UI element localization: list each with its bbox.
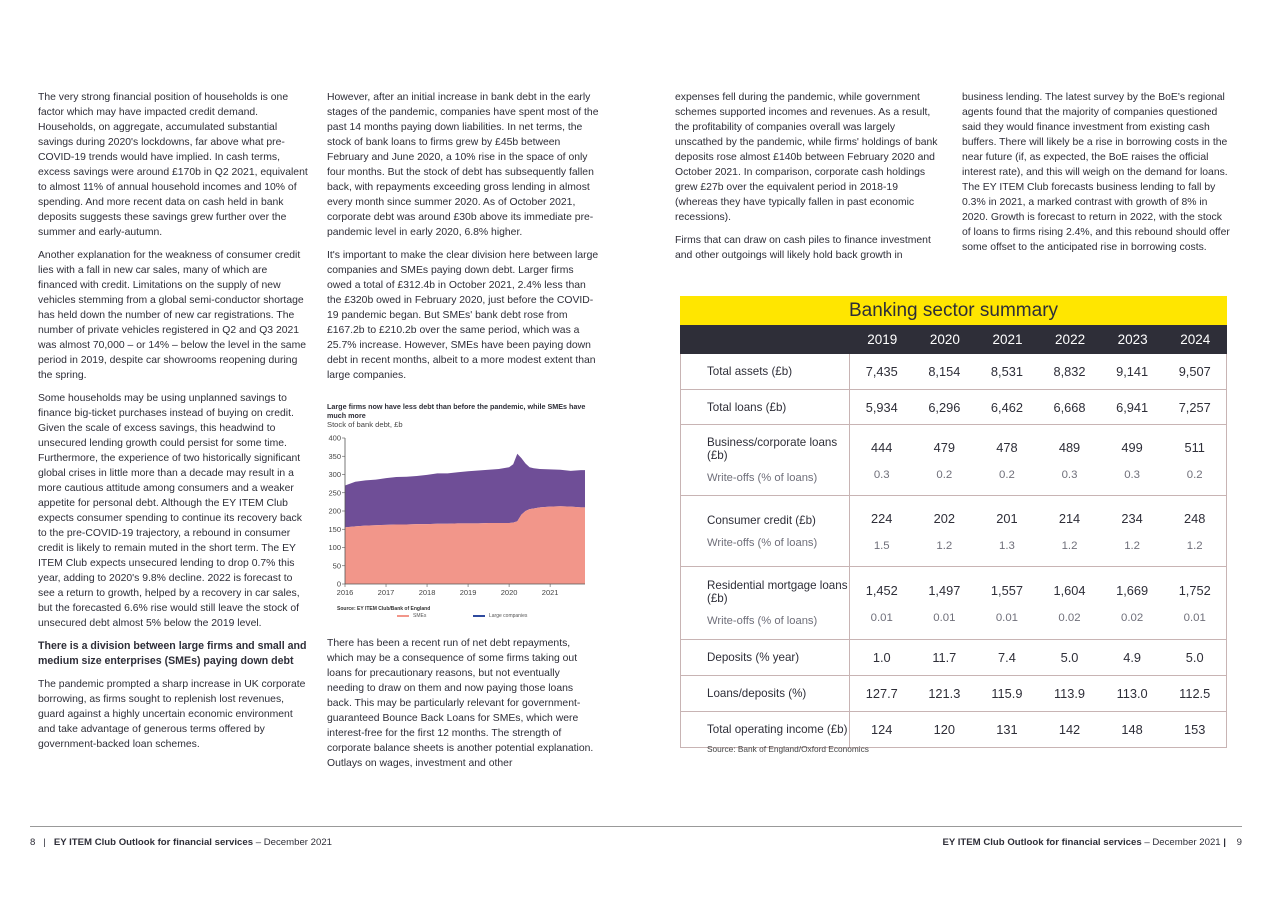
value-line [850, 400, 1226, 415]
row-values [850, 496, 1226, 566]
footer-separator: | [43, 837, 46, 848]
legend-swatch [397, 615, 409, 617]
table-cell: 112.5 [1179, 686, 1211, 701]
chart-title: Large firms now have less debt than before the pandemic, while SMEs have much more [327, 402, 586, 420]
table-body [680, 354, 1227, 748]
table-cell-writeoff: 1.2 [1061, 539, 1078, 552]
table-cell-writeoff: 1.3 [999, 539, 1015, 552]
section-heading: There is a division between large firms and small and medium size enterprises (SMEs) paying down debt [38, 640, 307, 667]
table-cell: 444 [871, 439, 893, 455]
legend-item-smes [397, 613, 426, 619]
paragraph: However, after an initial increase in bank debt in the early stages of the pandemic, companies have spent most of the past 14 months paying down liabilities. In net terms, the stock of bank loans to firms grew by £45b between February and June 2020, a 10% rise in the space of only four months. But the stock of debt has subsequently fallen back, with repayments exceeding gross lending in almost every month since summer 2020. As of October 2021, corporate debt was around £30b above its immediate pre-pandemic level in early 2020, 6.8% higher. [327, 92, 599, 238]
row-label: Deposits (% year) [707, 651, 800, 664]
table-source: Source: Bank of England/Oxford Economics [707, 744, 869, 754]
table-cell: 115.9 [991, 686, 1023, 701]
row-label-cell [681, 676, 850, 711]
text-column-3 [675, 90, 943, 271]
banking-summary-table [680, 296, 1227, 748]
table-cell: 4.9 [1123, 650, 1141, 665]
table-title: Banking sector summary [680, 296, 1227, 325]
year-header: 2023 [1117, 332, 1148, 347]
table-cell: 127.7 [865, 686, 898, 701]
table-cell: 6,668 [1053, 399, 1086, 415]
value-line [850, 686, 1226, 701]
table-cell: 234 [1121, 510, 1143, 526]
table-cell: 11.7 [932, 650, 957, 665]
table-cell: 248 [1184, 510, 1206, 526]
publication-date: – December 2021 [253, 837, 332, 848]
table-cell-writeoff: 0.01 [1183, 611, 1206, 624]
row-label-cell [681, 712, 850, 747]
footer-separator: | [1223, 837, 1226, 848]
row-label: Business/corporate loans (£b) [707, 436, 838, 462]
table-cell: 1,452 [865, 582, 898, 598]
table-cell: 201 [996, 510, 1018, 526]
footer-divider [30, 826, 1242, 827]
table-cell: 214 [1058, 510, 1081, 526]
page-number: 9 [1236, 837, 1242, 848]
table-cell-writeoff: 0.01 [995, 611, 1018, 624]
value-line [850, 583, 1226, 598]
table-cell-writeoff: 1.2 [936, 539, 953, 552]
row-label-cell [681, 567, 850, 639]
table-cell: 5.0 [1060, 650, 1079, 665]
row-label: Residential mortgage loans (£b) [707, 579, 848, 605]
row-values [850, 712, 1226, 747]
table-cell: 8,832 [1053, 364, 1086, 379]
value-line [850, 511, 1226, 526]
publication-date: – December 2021 [1141, 837, 1221, 848]
table-cell: 478 [996, 439, 1018, 455]
year-header: 2022 [1055, 332, 1086, 347]
table-header-spacer [680, 325, 851, 354]
row-label: Consumer credit (£b) [707, 513, 816, 527]
writeoff-line [850, 469, 1226, 481]
table-cell: 5.0 [1185, 650, 1204, 665]
x-tick-label: 2016 [336, 588, 354, 597]
table-cell: 1,497 [928, 582, 961, 598]
table-row [680, 496, 1227, 567]
table-cell-writeoff: 1.2 [1186, 539, 1203, 552]
paragraph: The pandemic prompted a sharp increase in UK corporate borrowing, as firms sought to replenish lost revenues, guard against a highly uncertain economic environment and take advantage of generous terms offered by government-backed loan schemes. [38, 679, 306, 750]
table-cell: 153 [1184, 722, 1206, 737]
page-number: 8 [30, 837, 36, 848]
table-cell: 1.0 [872, 650, 891, 665]
chart-plot [327, 432, 599, 602]
year-header: 2024 [1180, 332, 1211, 347]
text-column-1 [38, 90, 308, 760]
table-cell: 6,462 [990, 399, 1023, 415]
row-values [850, 640, 1226, 675]
table-cell: 142 [1058, 722, 1081, 737]
debt-chart [327, 402, 599, 624]
paragraph: The very strong financial position of households is one factor which may have impacted credit demand. Households, on aggregate, accumulated substantial savings during 2020's lockdowns, far above what pre-COVID-19 trends would have implied. In cash terms, excess savings were around £170b in Q2 2021, equivalent to almost 11% of annual household incomes and 10% of spending. And more recent data on cash held in bank deposits suggests these savings grew further over the summer and early-autumn. [38, 92, 308, 238]
publication-title: EY ITEM Club Outlook for financial services [942, 837, 1142, 848]
row-sublabel: Write-offs (% of loans) [707, 472, 818, 484]
table-cell: 1,669 [1116, 582, 1149, 598]
chart-source: Source: EY ITEM Club/Bank of England [337, 606, 431, 612]
table-cell: 499 [1121, 439, 1143, 455]
table-cell: 7,435 [865, 364, 898, 379]
row-label-cell [681, 425, 850, 495]
x-tick-label: 2018 [418, 588, 436, 597]
table-cell: 6,296 [928, 399, 961, 415]
year-header: 2019 [867, 332, 898, 347]
y-tick-label: 250 [328, 488, 341, 498]
legend-item-large-companies [473, 613, 527, 619]
row-label-cell [681, 496, 850, 566]
paragraph: Another explanation for the weakness of consumer credit lies with a fall in new car sales, many of which are financed with credit. Limitations on the supply of new vehicles stemming from a global semi-conductor shortage has held down the number of new car registrations. The number of private vehicles registered in Q2 and Q3 2021 was almost 70,000 – or 14% – below the level in the same period in 2019, despite car showrooms reopening during the spring. [38, 250, 307, 381]
footer-left [30, 837, 332, 848]
table-cell: 1,557 [990, 582, 1023, 598]
table-cell-writeoff: 1.2 [1124, 539, 1141, 552]
table-cell: 9,507 [1178, 364, 1211, 379]
value-line [850, 722, 1226, 737]
y-tick-label: 150 [328, 524, 341, 534]
y-tick-label: 400 [328, 433, 341, 443]
table-cell-writeoff: 0.2 [936, 468, 953, 481]
table-cell: 124 [871, 722, 893, 737]
paragraph: Firms that can draw on cash piles to finance investment and other outgoings will likely hold back growth in [675, 235, 931, 261]
table-cell-writeoff: 0.3 [1061, 468, 1078, 481]
table-cell-writeoff: 1.5 [873, 539, 890, 552]
table-cell-writeoff: 0.01 [870, 611, 893, 624]
table-cell: 121.3 [928, 686, 961, 701]
table-cell: 479 [933, 439, 955, 455]
table-cell-writeoff: 0.02 [1058, 611, 1081, 624]
y-tick-label: 300 [328, 470, 341, 479]
table-cell-writeoff: 0.01 [933, 611, 956, 624]
paragraph: business lending. The latest survey by the BoE's regional agents found that the majority of companies questioned said they would finance investment from existing cash buffers. There will likely be a rise in borrowing costs in the near future (if, as expected, the BoE raises the official interest rate), and this will weigh on the demand for loans. The EY ITEM Club forecasts business lending to fall by 0.3% in 2021, a marked contrast with growth of 8% in 2020. Growth is forecast to return in 2022, with the stock of loans to firms rising 2.4%, and this rebound should offer some offset to the anticipated rise in borrowing costs. [962, 92, 1230, 253]
table-row [680, 390, 1227, 425]
y-tick-label: 100 [328, 543, 341, 552]
legend-label: Large companies [489, 613, 528, 619]
row-label-cell [681, 640, 850, 675]
legend-swatch [473, 615, 485, 617]
table-cell: 113.0 [1116, 686, 1148, 701]
footer-right [942, 837, 1242, 848]
table-cell: 224 [871, 510, 893, 526]
paragraph: There has been a recent run of net debt repayments, which may be a consequence of some firms taking out loans for precautionary reasons, but not eventually needing to draw on them and now paying those loans back. This may be particularly relevant for government-guaranteed Bounce Back Loans for SMEs, which were interest-free for the first 12 months. The strength of corporate balance sheets is another potential explanation. Outlays on wages, investment and other [327, 638, 594, 769]
y-tick-label: 200 [328, 506, 341, 516]
row-label-cell [681, 354, 850, 389]
chart-subtitle: Stock of bank debt, £b [327, 420, 403, 429]
row-values [850, 425, 1226, 495]
value-line [850, 364, 1226, 379]
x-tick-label: 2017 [377, 588, 395, 597]
row-label: Total loans (£b) [707, 400, 787, 414]
table-row [680, 676, 1227, 712]
table-cell: 8,154 [928, 364, 961, 379]
table-cell: 489 [1058, 439, 1081, 455]
table-row [680, 354, 1227, 390]
table-cell-writeoff: 0.2 [1186, 468, 1203, 481]
row-values [850, 567, 1226, 639]
row-label-cell [681, 390, 850, 424]
text-column-4 [962, 90, 1232, 263]
table-cell: 113.9 [1053, 686, 1086, 701]
writeoff-line [850, 540, 1226, 552]
value-line [850, 650, 1226, 665]
table-row [680, 712, 1227, 748]
table-cell: 5,934 [865, 399, 898, 415]
table-cell-writeoff: 0.3 [873, 468, 890, 481]
writeoff-line [850, 612, 1226, 624]
year-header: 2021 [992, 332, 1023, 347]
table-row [680, 567, 1227, 640]
table-cell: 7.4 [998, 650, 1016, 665]
table-cell-writeoff: 0.2 [999, 468, 1015, 481]
row-values [850, 676, 1226, 711]
y-tick-label: 0 [336, 579, 341, 589]
row-label: Total operating income (£b) [707, 723, 848, 736]
paragraph: expenses fell during the pandemic, while government schemes supported incomes and revenues. As a result, the profitability of companies overall was largely unscathed by the pandemic, while firms' holdings of bank deposits rose almost £140b between February 2020 and October 2021. In comparison, corporate cash holdings grew £27b over the equivalent period in 2018-19 (whereas they have typically fallen in past economic recessions). [675, 92, 938, 223]
row-values [850, 354, 1226, 389]
paragraph: Some households may be using unplanned savings to finance big-ticket purchases instead of buying on credit. Given the scale of excess savings, this headwind to unsecured lending growth could persist for some time. Furthermore, the experience of two historically significant global crises in little more than a decade may result in a more cautious attitude among consumers and a weaker appetite for personal debt. Although the EY ITEM Club expects consumer spending to continue its recovery back to the pre-COVID-19 trajectory, a rebound in consumer credit is likely to remain muted in the short term. The EY ITEM Club expects unsecured lending to drop 0.7% this year, adding to 2020's 9.8% decline. 2022 is forecast to see a return to growth, helped by a recovery in car sales, but the forecasted 6.6% rise would still leave the stock of unsecured debt almost 5% below the 2019 level. [38, 393, 302, 629]
row-label: Total assets (£b) [707, 365, 793, 378]
row-label: Loans/deposits (%) [707, 687, 807, 700]
publication-title: EY ITEM Club Outlook for financial services [53, 837, 254, 848]
table-cell: 120 [933, 722, 955, 737]
y-tick-label: 350 [328, 451, 341, 461]
table-cell: 148 [1121, 722, 1143, 737]
x-tick-label: 2020 [500, 588, 518, 597]
paragraph: It's important to make the clear division here between large companies and SMEs paying down debt. Larger firms owed a total of £312.4b in October 2021, 2.4% less than the £320b owed in February 2020, just before the COVID-19 pandemic began. But SMEs' bank debt rose from £167.2b to £210.2b over the same period, which was a 25.7% increase. However, SMEs have been paying down debt in recent months, albeit to a more modest extent than large companies. [327, 250, 599, 381]
table-cell: 8,531 [990, 364, 1023, 379]
row-sublabel: Write-offs (% of loans) [707, 536, 818, 549]
table-header-row [680, 325, 1227, 354]
table-cell: 9,141 [1116, 364, 1149, 379]
x-tick-label: 2019 [459, 588, 477, 597]
table-cell: 6,941 [1116, 399, 1149, 415]
row-sublabel: Write-offs (% of loans) [707, 615, 818, 627]
year-header: 2020 [929, 332, 960, 347]
table-cell-writeoff: 0.02 [1121, 611, 1144, 624]
x-tick-label: 2021 [541, 588, 559, 597]
table-cell: 202 [933, 510, 955, 526]
value-line [850, 440, 1226, 455]
table-row [680, 640, 1227, 676]
row-values [850, 390, 1226, 424]
table-cell-writeoff: 0.3 [1124, 468, 1141, 481]
table-cell: 1,604 [1053, 582, 1086, 598]
legend-label: SMEs [413, 613, 427, 619]
table-cell: 1,752 [1178, 582, 1211, 598]
y-tick-label: 50 [332, 561, 341, 571]
table-row [680, 425, 1227, 496]
table-cell: 511 [1184, 439, 1205, 455]
table-cell: 7,257 [1178, 399, 1211, 415]
table-cell: 131 [996, 722, 1018, 737]
